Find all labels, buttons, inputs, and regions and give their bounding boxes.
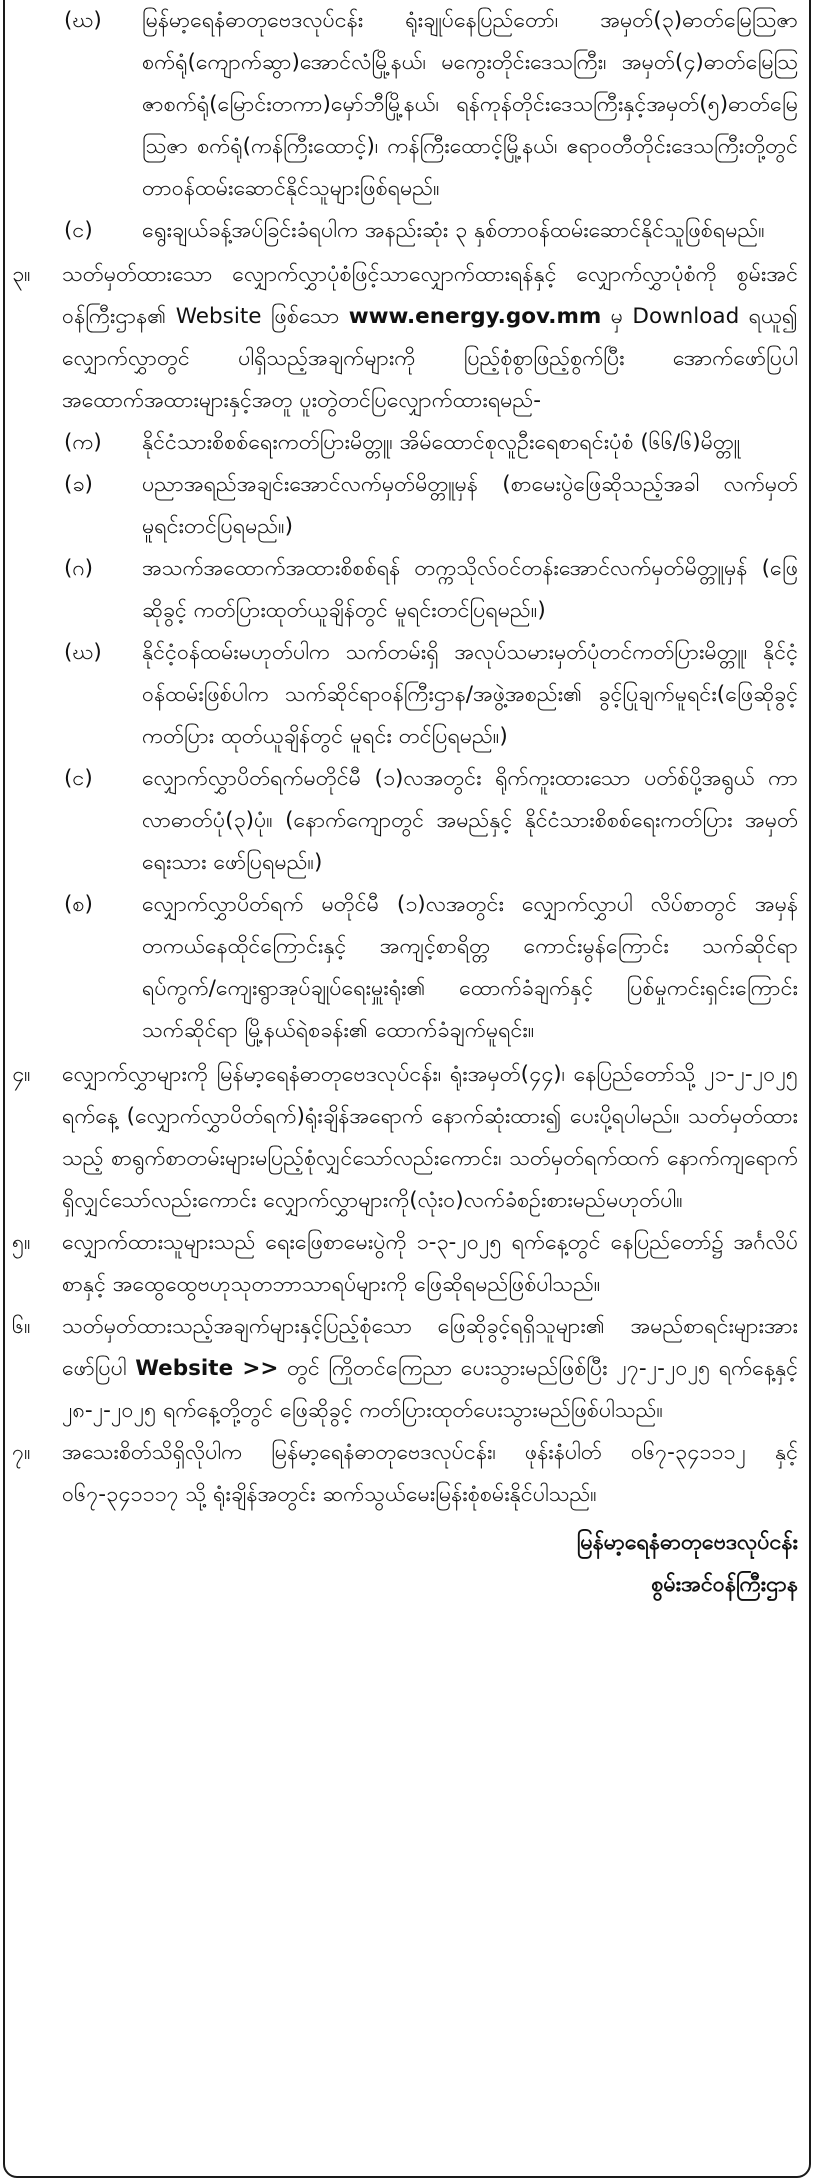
document-item-sa <box>12 884 798 1052</box>
paragraph-4 <box>12 1054 798 1222</box>
paragraph-text <box>62 254 798 422</box>
paragraph-text-part: မှ Download ရယူ၍ လျှောက်လွှာတွင် ပါရှိသည့်အချက်များကို ပြည့်စုံစွာဖြည့်စွက်ပြီး အောက်ဖော်ပြပါ အထောက်အထားများနှင့်အတူ ပူးတွဲတင်ပြလျှောက်ထားရမည်- <box>62 304 798 413</box>
item-text: မြန်မာ့ရေနံဓာတုဗေဒလုပ်ငန်း ရုံးချုပ်နေပြည်တော်၊ အမှတ်(၃)ဓာတ်မြေသြဇာစက်ရုံ(ကျောက်ဆွာ)အောင်လံမြို့နယ်၊ မကွေးတိုင်းဒေသကြီး၊ အမှတ်(၄)ဓာတ်မြေသြဇာစက်ရုံ(မြောင်းတကာ)မှော်ဘီမြို့နယ်၊ ရန်ကုန်တိုင်းဒေသကြီးနှင့်အမှတ်(၅)ဓာတ်မြေသြဇာ စက်ရုံ(ကန်ကြီးထောင့်)၊ ကန်ကြီးထောင့်မြို့နယ်၊ ဧရာဝတီတိုင်းဒေသကြီးတို့တွင် တာဝန်ထမ်းဆောင်နိုင်သူများဖြစ်ရမည်။ <box>142 8 798 201</box>
paragraph-text: အသေးစိတ်သိရှိလိုပါက မြန်မာ့ရေနံဓာတုဗေဒလုပ်ငန်း၊ ဖုန်းနံပါတ် ၀၆၇-၃၄၁၁၁၂ နှင့် ၀၆၇-၃၄၁၁၁၇ သို့ ရုံးချိန်အတွင်း ဆက်သွယ်မေးမြန်းစုံစမ်းနိုင်ပါသည်။ <box>62 1440 798 1507</box>
paragraph-text-part: သတ်မှတ်ထားသည့်အချက်များနှင့်ပြည့်စုံသော ဖြေဆိုခွင့်ရရှိသူများ၏ အမည်စာရင်းများအား ဖော်ပြပါ <box>62 1314 798 1381</box>
signature-ministry: စွမ်းအင်ဝန်ကြီးဌာန <box>651 1572 798 1597</box>
item-label: (ဃ) <box>64 640 102 665</box>
paragraph-6 <box>12 1306 798 1432</box>
item-text: လျှောက်လွှာပိတ်ရက် မတိုင်မီ (၁)လအတွင်း လျှောက်လွှာပါ လိပ်စာတွင် အမှန်တကယ်နေထိုင်ကြောင်းနှင့် အကျင့်စာရိတ္တ ကောင်းမွန်ကြောင်း သက်ဆိုင်ရာ ရပ်ကွက်/ကျေးရွာအုပ်ချုပ်ရေးမှူးရုံး၏ ထောက်ခံချက်နှင့် ပြစ်မှုကင်းရှင်းကြောင်း သက်ဆိုင်ရာ မြို့နယ်ရဲစခန်း၏ ထောက်ခံချက်မူရင်း။ <box>142 892 798 1043</box>
item-label: (ဃ) <box>64 8 102 33</box>
paragraph-number: ၆။ <box>12 1314 31 1339</box>
item-text: အသက်အထောက်အထားစိစစ်ရန် တက္ကသိုလ်ဝင်တန်းအောင်လက်မှတ်မိတ္တူမှန် (ဖြေဆိုခွင့် ကတ်ပြားထုတ်ယူချိန်တွင် မူရင်းတင်ပြရမည်။) <box>142 556 798 623</box>
paragraph-text-part: တွင် ကြိုတင်ကြေညာ ပေးသွားမည်ဖြစ်ပြီး ၂၇-၂-၂၀၂၅ ရက်နေ့နှင့် ၂၈-၂-၂၀၂၅ ရက်နေ့တို့တွင် ဖြေဆိုခွင့် ကတ်ပြားထုတ်ပေးသွားမည်ဖြစ်ပါသည်။ <box>62 1356 798 1423</box>
requirement-item-nga <box>12 210 798 252</box>
paragraph-text: လျှောက်ထားသူများသည် ရေးဖြေစာမေးပွဲကို ၁-၃-၂၀၂၅ ရက်နေ့တွင် နေပြည်တော်၌ အင်္ဂလိပ်စာနှင့် အထွေထွေဗဟုသုတဘာသာရပ်များကို ဖြေဆိုရမည်ဖြစ်ပါသည်။ <box>62 1230 798 1297</box>
item-label: (င) <box>64 766 93 791</box>
signature-block <box>12 1522 798 1606</box>
item-label: (စ) <box>64 892 93 917</box>
item-label: (ဂ) <box>64 556 94 581</box>
item-text: ရွေးချယ်ခန့်အပ်ခြင်းခံရပါက အနည်းဆုံး ၃ နှစ်တာဝန်ထမ်းဆောင်နိုင်သူဖြစ်ရမည်။ <box>142 218 765 243</box>
paragraph-number: ၇။ <box>12 1440 31 1465</box>
paragraph-3 <box>12 254 798 422</box>
document-item-gha <box>12 632 798 758</box>
document-item-ga <box>12 548 798 632</box>
item-text: နိုင်ငံသားစိစစ်ရေးကတ်ပြားမိတ္တူ၊ အိမ်ထောင်စုလူဦးရေစာရင်းပုံစံ (၆၆/၆)မိတ္တူ <box>142 430 741 455</box>
paragraph-number: ၃။ <box>12 262 31 287</box>
document-item-kha <box>12 464 798 548</box>
paragraph-text-part: သတ်မှတ်ထားသော လျှောက်လွှာပုံစံဖြင့်သာလျှောက်ထားရန်နှင့် လျှောက်လွှာပုံစံကို စွမ်းအင်ဝန်ကြီးဌာန၏ Website ဖြစ်သော <box>62 262 798 329</box>
item-text: ပညာအရည်အချင်းအောင်လက်မှတ်မိတ္တူမှန် (စာမေးပွဲဖြေဆိုသည့်အခါ လက်မှတ်မူရင်းတင်ပြရမည်။) <box>142 472 798 539</box>
document-item-ka <box>12 422 798 464</box>
paragraph-text <box>62 1306 798 1432</box>
requirement-item-gha <box>12 0 798 210</box>
paragraph-number: ၅။ <box>12 1230 31 1255</box>
item-text: နိုင်ငံ့ဝန်ထမ်းမဟုတ်ပါက သက်တမ်းရှိ အလုပ်သမားမှတ်ပုံတင်ကတ်ပြားမိတ္တူ၊ နိုင်ငံ့ဝန်ထမ်းဖြစ်ပါက သက်ဆိုင်ရာဝန်ကြီးဌာန/အဖွဲ့အစည်း၏ ခွင့်ပြုချက်မူရင်း(ဖြေဆိုခွင့်ကတ်ပြား ထုတ်ယူချိန်တွင် မူရင်း တင်ပြရမည်။) <box>142 640 798 749</box>
paragraph-5 <box>12 1222 798 1306</box>
paragraph-text: လျှောက်လွှာများကို မြန်မာ့ရေနံဓာတုဗေဒလုပ်ငန်း၊ ရုံးအမှတ်(၄၄)၊ နေပြည်တော်သို့ ၂၁-၂-၂၀၂၅ ရက်နေ့ (လျှောက်လွှာပိတ်ရက်)ရုံးချိန်အရောက် နောက်ဆုံးထား၍ ပေးပို့ရပါမည်။ သတ်မှတ်ထားသည့် စာရွက်စာတမ်းများမပြည့်စုံလျှင်သော်လည်းကောင်း၊ သတ်မှတ်ရက်ထက် နောက်ကျရောက်ရှိလျှင်သော်လည်းကောင်း လျှောက်လွှာများကို(လုံးဝ)လက်ခံစဉ်းစားမည်မဟုတ်ပါ။ <box>62 1062 798 1213</box>
item-label: (ခ) <box>64 472 93 497</box>
document-item-nga <box>12 758 798 884</box>
item-label: (င) <box>64 218 93 243</box>
paragraph-7 <box>12 1432 798 1516</box>
notice-body <box>12 0 798 1606</box>
website-link[interactable]: Website >> <box>135 1356 279 1381</box>
website-link[interactable]: www.energy.gov.mm <box>348 304 602 329</box>
item-text: လျှောက်လွှာပိတ်ရက်မတိုင်မီ (၁)လအတွင်း ရိုက်ကူးထားသော ပတ်စ်ပို့အရွယ် ကာလာဓာတ်ပုံ(၃)ပုံ။ (နောက်ကျောတွင် အမည်နှင့် နိုင်ငံသားစိစစ်ရေးကတ်ပြား အမှတ်ရေးသား ဖော်ပြရမည်။) <box>142 766 798 875</box>
item-label: (က) <box>64 430 102 455</box>
signature-organization: မြန်မာ့ရေနံဓာတုဗေဒလုပ်ငန်း <box>576 1530 798 1555</box>
paragraph-number: ၄။ <box>12 1062 31 1087</box>
